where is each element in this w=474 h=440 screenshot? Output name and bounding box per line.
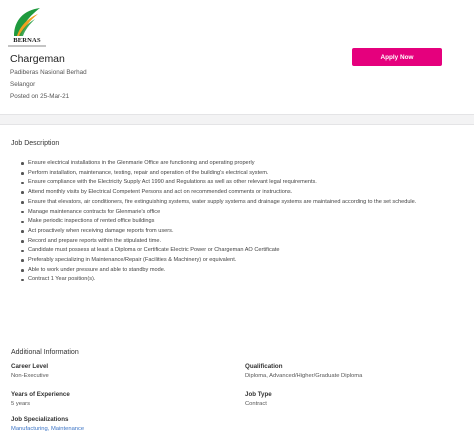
logo-tagline-bar — [8, 45, 46, 47]
job-details-card — [0, 124, 474, 440]
specializations-link[interactable]: Manufacturing, Maintenance — [11, 426, 85, 432]
job-description-heading: Job Description — [11, 140, 60, 147]
list-item: Manage maintenance contracts for Glenmarie's office — [28, 208, 468, 218]
job-title: Chargeman — [10, 53, 65, 65]
list-item: Ensure that elevators, air conditioners, fire extinguishing systems, water supply systems and drainage systems are maintained according to the set schedule. — [28, 198, 468, 208]
job-duties-list — [28, 159, 468, 285]
additional-info-heading: Additional Information — [11, 349, 79, 356]
list-item: Able to work under pressure and able to standby mode. — [28, 266, 468, 276]
bernas-leaf-icon — [8, 6, 44, 40]
experience-label: Years of Experience — [11, 391, 70, 398]
list-item: Attend monthly visits by Electrical Competent Persons and act on recommended comments or instructions. — [28, 188, 468, 198]
job-type-value: Contract — [245, 401, 267, 407]
company-name: Padiberas Nasional Berhad — [10, 69, 87, 76]
career-level-value: Non-Executive — [11, 373, 49, 379]
qualification-value: Diploma, Advanced/Higher/Graduate Diploma — [245, 373, 363, 379]
list-item: Preferably specializing in Maintenance/Repair (Facilities & Machinery) or equivalent. — [28, 256, 468, 266]
list-item: Record and prepare reports within the stipulated time. — [28, 237, 468, 247]
list-item: Candidate must possess at least a Diploma or Certificate Electric Power or Chargeman AO Certificate — [28, 246, 468, 256]
qualification-label: Qualification — [245, 363, 283, 370]
list-item: Ensure compliance with the Electricity Supply Act 1990 and Regulations as well as other relevant legal requirements. — [28, 178, 468, 188]
list-item: Perform installation, maintenance, testing, repair and operation of the building's electrical system. — [28, 169, 468, 179]
posted-date: Posted on 25-Mar-21 — [10, 93, 70, 100]
apply-now-button[interactable]: Apply Now — [352, 48, 442, 66]
specializations-label: Job Specializations — [11, 416, 69, 423]
job-header-card — [0, 0, 474, 115]
list-item: Act proactively when receiving damage reports from users. — [28, 227, 468, 237]
list-item: Make periodic inspections of rented office buildings — [28, 217, 468, 227]
list-item: Contract 1 Year position(s). — [28, 275, 468, 285]
list-item: Ensure electrical installations in the Glenmarie Office are functioning and operating properly — [28, 159, 468, 169]
job-location: Selangor — [10, 81, 36, 88]
career-level-label: Career Level — [11, 363, 49, 370]
job-type-label: Job Type — [245, 391, 272, 398]
experience-value: 5 years — [11, 401, 31, 407]
logo-wordmark: BERNAS — [13, 37, 41, 44]
